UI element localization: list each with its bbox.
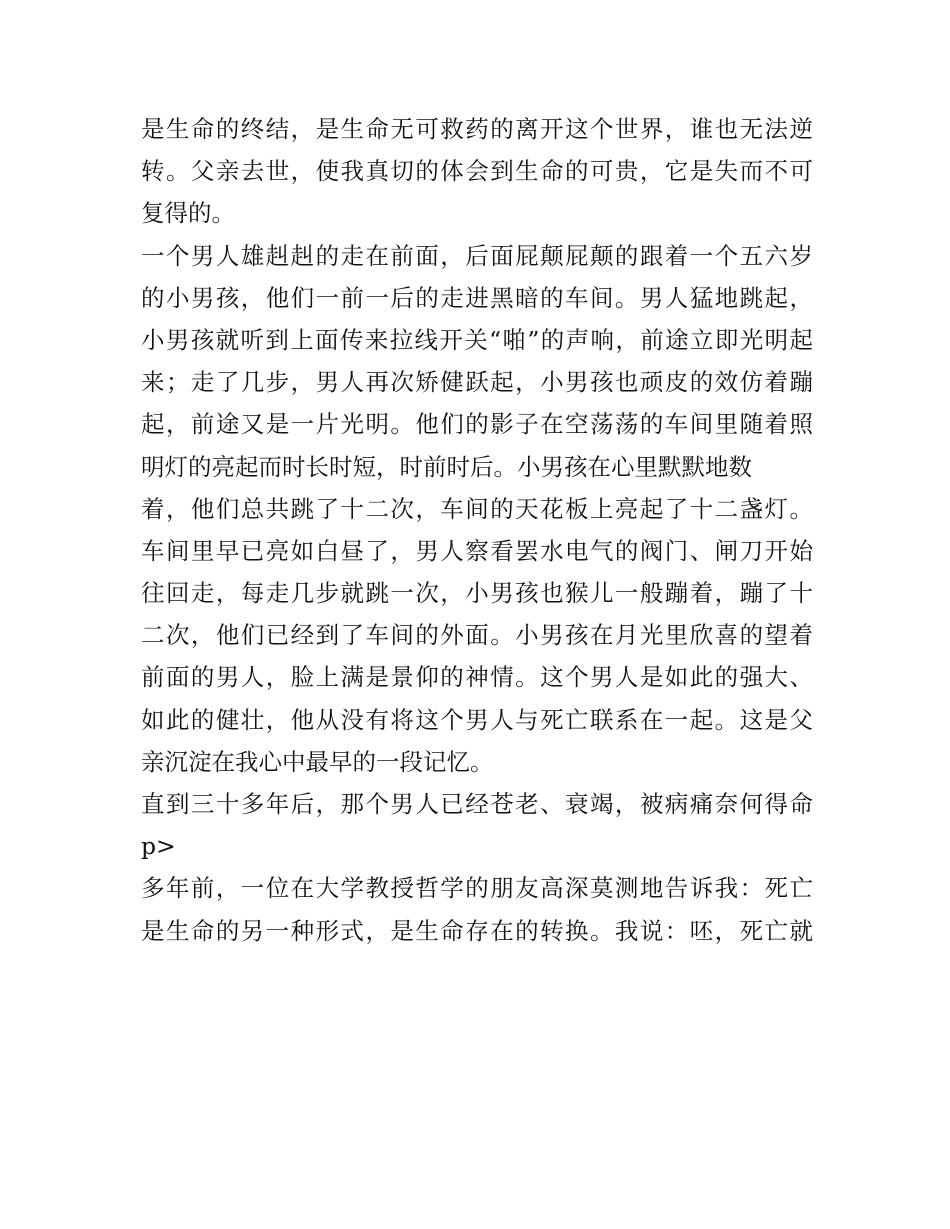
paragraph [141,108,813,235]
paragraph [141,783,813,867]
text-line: 多年前，一位在大学教授哲学的朋友高深莫测地告诉我：死亡 [141,874,813,903]
text-line: 前面的男人，脸上满是景仰的神情。这个男人是如此的强大、 [141,663,813,692]
text-line: p> [141,832,176,861]
text-line: 如此的健壮，他从没有将这个男人与死亡联系在一起。这是父 [141,705,813,734]
paragraph [141,867,813,951]
text-line: 来；走了几步，男人再次矫健跃起，小男孩也顽皮的效仿着蹦 [141,368,813,397]
paragraph [141,235,813,783]
text-line: 车间里早已亮如白昼了，男人察看罢水电气的阀门、闸刀开始 [141,536,813,565]
text-line: 转。父亲去世，使我真切的体会到生命的可贵，它是失而不可 [141,157,813,186]
text-line: 是生命的另一种形式，是生命存在的转换。我说：呸，死亡就 [141,916,813,945]
body-text [141,108,813,952]
text-line: 二次，他们已经到了车间的外面。小男孩在月光里欣喜的望着 [141,621,813,650]
text-line: 起，前途又是一片光明。他们的影子在空荡荡的车间里随着照 [141,410,813,439]
text-line: 是生命的终结，是生命无可救药的离开这个世界，谁也无法逆 [141,115,813,143]
text-line: 的小男孩，他们一前一后的走进黑暗的车间。男人猛地跳起， [141,283,813,312]
text-line: 亲沉淀在我心中最早的一段记忆。 [141,747,494,776]
text-line: 着，他们总共跳了十二次，车间的天花板上亮起了十二盏灯。 [141,494,813,523]
text-line: 明灯的亮起而时长时短，时前时后。小男孩在心里默默地数 [141,452,752,481]
text-line: 直到三十多年后，那个男人已经苍老、衰竭，被病痛奈何得命 [141,790,813,818]
text-line: 小男孩就听到上面传来拉线开关“啪”的声响，前途立即光明起 [141,325,813,354]
text-line: 复得的。 [141,199,235,228]
text-line: 一个男人雄赳赳的走在前面，后面屁颠屁颠的跟着一个五六岁 [141,241,813,270]
text-line: 往回走，每走几步就跳一次，小男孩也猴儿一般蹦着，蹦了十 [141,579,813,608]
